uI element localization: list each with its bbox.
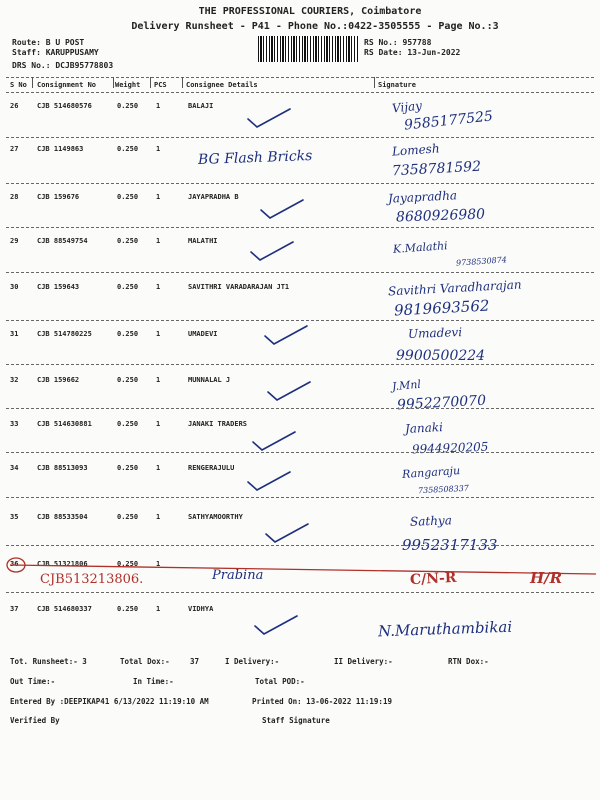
- row-consignment-no: CJB 514630881: [37, 420, 92, 428]
- row-divider: [6, 408, 594, 409]
- row-signature-phone: 7358781592: [391, 158, 482, 180]
- row-consignment-no: CJB 514680576: [37, 102, 92, 110]
- row-handwritten-consignee: BG Flash Bricks: [197, 148, 313, 168]
- row-weight: 0.250: [117, 237, 139, 245]
- row-signature-name: C/N-R: [409, 569, 457, 589]
- row-weight: 0.250: [117, 330, 139, 338]
- tick-mark-icon: [248, 238, 296, 264]
- drs-number: DRS No.: DCJB95778803: [12, 61, 114, 70]
- column-header-signature: Signature: [378, 81, 416, 89]
- row-signature-phone: 9900500224: [396, 348, 486, 364]
- row-sno: 29: [10, 237, 19, 245]
- route-label: Route: B U POST: [12, 38, 85, 47]
- row-divider: [6, 452, 594, 453]
- total-dox-label: Total Dox:-: [120, 657, 170, 666]
- row-divider: [6, 320, 594, 321]
- row-weight: 0.250: [117, 376, 139, 384]
- column-divider: [150, 77, 151, 88]
- column-divider: [32, 77, 33, 88]
- row-weight: 0.250: [117, 605, 139, 613]
- row-weight: 0.250: [117, 102, 139, 110]
- strike-through-line: [8, 558, 598, 578]
- row-pcs: 1: [156, 376, 161, 384]
- row-divider: [6, 227, 594, 228]
- column-divider: [182, 77, 183, 88]
- row-signature-phone: 9819693562: [393, 296, 490, 320]
- tick-mark-icon: [245, 468, 293, 494]
- row-sno: 30: [10, 283, 19, 291]
- column-header-pcs: PCS: [154, 81, 167, 89]
- total-pod-label: Total POD:-: [255, 677, 305, 686]
- row-signature-phone: 9585177525: [403, 108, 494, 134]
- row-consignee: MUNNALAL J: [188, 376, 231, 384]
- row-pcs: 1: [156, 283, 161, 291]
- row-sno: 36: [10, 560, 19, 568]
- in-time-label: In Time:-: [133, 677, 174, 686]
- row-consignment-no: CJB 88533504: [37, 513, 88, 521]
- row-pcs: 1: [156, 330, 161, 338]
- row-consignment-no: CJB 51321806: [37, 560, 88, 568]
- row-divider: [6, 272, 594, 273]
- row-pcs: 1: [156, 145, 161, 153]
- row-signature-name: Janaki: [404, 420, 444, 436]
- row-signature-name: Jayapradha: [387, 188, 458, 206]
- row-signature-name: Rangaraju: [401, 463, 461, 482]
- row-weight: 0.250: [117, 464, 139, 472]
- row-consignment-no: CJB 88513093: [37, 464, 88, 472]
- row-sno: 26: [10, 102, 19, 110]
- row-consignment-no: CJB 1149863: [37, 145, 84, 153]
- row-sno: 33: [10, 420, 19, 428]
- row-weight: 0.250: [117, 420, 139, 428]
- row-pcs: 1: [156, 193, 161, 201]
- row-signature-name: N.Maruthambikai: [377, 617, 513, 641]
- rs-date: RS Date: 13-Jun-2022: [364, 48, 461, 57]
- row-pcs: 1: [156, 420, 161, 428]
- row-consignee: MALATHI: [188, 237, 218, 245]
- row-consignee: UMADEVI: [188, 330, 218, 338]
- row-weight: 0.250: [117, 193, 139, 201]
- row-signature-name: Vijay: [391, 98, 423, 116]
- column-divider: [374, 77, 375, 88]
- row-signature-name: Savithri Varadharajan: [387, 277, 522, 299]
- column-header-consignment: Consignment No: [37, 81, 97, 89]
- row-pcs: 1: [156, 513, 161, 521]
- column-header-weight: Weight: [115, 81, 141, 89]
- ii-delivery-label: II Delivery:-: [334, 657, 393, 666]
- row-sno: 31: [10, 330, 19, 338]
- row-sno: 34: [10, 464, 19, 472]
- row-sno: 32: [10, 376, 19, 384]
- row-signature-phone: 9952270070: [396, 392, 487, 414]
- row-pcs: 1: [156, 102, 161, 110]
- row-consignee: VIDHYA: [188, 605, 214, 613]
- row-signature-name: Umadevi: [407, 325, 463, 341]
- row-divider: [6, 364, 594, 365]
- row-signature-name: K.Malathi: [392, 239, 449, 256]
- tick-mark-icon: [262, 322, 310, 348]
- row-signature-name: Lomesh: [391, 141, 440, 159]
- row-sno: 28: [10, 193, 19, 201]
- i-delivery-label: I Delivery:-: [225, 657, 280, 666]
- row-consignment-no: CJB 159643: [37, 283, 80, 291]
- tick-mark-icon: [265, 378, 313, 404]
- tick-mark-icon: [252, 612, 300, 638]
- printed-on: Printed On: 13-06-2022 11:19:19: [252, 697, 392, 706]
- header-bottom-border: [6, 92, 594, 93]
- row-pcs: 1: [156, 605, 161, 613]
- tick-mark-icon: [263, 520, 311, 546]
- tick-mark-icon: [245, 105, 293, 131]
- row-pcs: 1: [156, 560, 161, 568]
- staff-label: Staff: KARUPPUSAMY: [12, 48, 99, 57]
- row-sno: 35: [10, 513, 19, 521]
- row-signature-name: Sathya: [409, 513, 453, 529]
- row-consignment-no: CJB 514680337: [37, 605, 92, 613]
- runsheet-subtitle: Delivery Runsheet - P41 - Phone No.:0422-3505555 - Page No.:3: [131, 21, 499, 32]
- row-sno: 27: [10, 145, 19, 153]
- row-consignee: RENGERAJULU: [188, 464, 235, 472]
- row-handwritten-consignee: Prabina: [212, 568, 264, 583]
- column-divider: [113, 77, 114, 88]
- row-sno: 37: [10, 605, 19, 613]
- column-header-sno: S No: [10, 81, 27, 89]
- row-weight: 0.250: [117, 145, 139, 153]
- row-divider: [6, 592, 594, 593]
- rtn-dox-label: RTN Dox:-: [448, 657, 489, 666]
- row-signature-phone: 9952317133: [402, 536, 498, 554]
- table-top-border: [6, 77, 594, 78]
- row-consignment-no: CJB 159662: [37, 376, 80, 384]
- rs-number: RS No.: 957788: [364, 38, 432, 47]
- barcode-image: [258, 36, 358, 62]
- staff-signature-label: Staff Signature: [262, 716, 330, 725]
- row-divider: [6, 545, 594, 546]
- row-signature-name: J.Mnl: [391, 377, 422, 394]
- row-signature-phone: 8680926980: [395, 206, 486, 226]
- row-divider: [6, 137, 594, 138]
- column-header-consignee: Consignee Details: [186, 81, 258, 89]
- row-signature-phone: 9738530874: [455, 255, 508, 268]
- row-consignee: JANAKI TRADERS: [188, 420, 248, 428]
- tot-runsheet: Tot. Runsheet:- 3: [10, 657, 87, 666]
- verified-by-label: Verified By: [10, 716, 60, 725]
- row-handwritten-cn: CJB513213806.: [40, 572, 144, 587]
- row-weight: 0.250: [117, 283, 139, 291]
- row-consignee: SATHYAMOORTHY: [188, 513, 243, 521]
- tick-mark-icon: [258, 196, 306, 222]
- entered-by: Entered By :DEEPIKAP41 6/13/2022 11:19:10 AM: [10, 697, 209, 706]
- row-handwritten-note: H/R: [530, 569, 563, 587]
- tick-mark-icon: [250, 428, 298, 454]
- row-weight: 0.250: [117, 560, 139, 568]
- row-consignment-no: CJB 514780225: [37, 330, 92, 338]
- row-signature-phone: 7358508337: [417, 483, 470, 496]
- row-divider: [6, 183, 594, 184]
- row-consignee: JAYAPRADHA B: [188, 193, 239, 201]
- row-consignment-no: CJB 88549754: [37, 237, 88, 245]
- row-weight: 0.250: [117, 513, 139, 521]
- out-time-label: Out Time:-: [10, 677, 56, 686]
- row-consignee: BALAJI: [188, 102, 214, 110]
- row-divider: [6, 497, 594, 498]
- document-title: THE PROFESSIONAL COURIERS, Coimbatore: [198, 6, 422, 17]
- row-consignee: SAVITHRI VARADARAJAN JT1: [188, 283, 290, 291]
- row-consignment-no: CJB 159676: [37, 193, 80, 201]
- row-pcs: 1: [156, 237, 161, 245]
- total-dox-value: 37: [190, 657, 200, 666]
- row-signature-phone: 9944920205: [411, 439, 489, 457]
- row-pcs: 1: [156, 464, 161, 472]
